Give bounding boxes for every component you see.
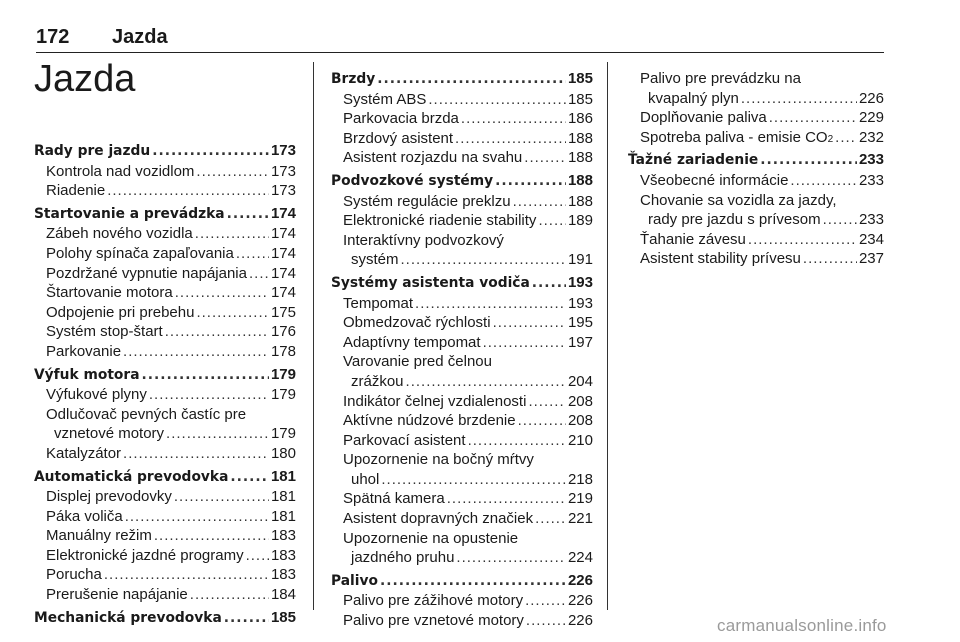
toc-entry-title: Palivo pre prevádzku na bbox=[640, 70, 801, 87]
toc-entry bbox=[331, 431, 593, 451]
toc-entry-title: Štartovanie motora bbox=[46, 284, 173, 302]
column-divider bbox=[607, 62, 608, 610]
toc-entry bbox=[331, 313, 593, 333]
dot-leader bbox=[152, 142, 269, 162]
toc-entry bbox=[331, 192, 593, 212]
toc-page-number: 185 bbox=[567, 70, 593, 87]
toc-section-heading bbox=[34, 141, 296, 162]
toc-entry-title: Výfuk motora bbox=[34, 366, 140, 383]
toc-page-number: 174 bbox=[270, 264, 296, 282]
toc-page-number: 174 bbox=[270, 225, 296, 243]
toc-entry-title: Výfukové plyny bbox=[46, 386, 147, 404]
toc-page-number: 184 bbox=[270, 586, 296, 604]
toc-entry bbox=[34, 385, 296, 405]
toc-entry-title: Ťahanie závesu bbox=[640, 230, 746, 248]
toc-section-heading bbox=[331, 69, 593, 90]
dot-leader bbox=[803, 249, 857, 269]
toc-entry-title: Doplňovanie paliva bbox=[640, 109, 767, 127]
toc-entry-title: Asistent dopravných značiek bbox=[343, 510, 534, 528]
dot-leader bbox=[166, 424, 269, 444]
toc-entry bbox=[34, 181, 296, 201]
dot-leader bbox=[525, 591, 566, 611]
dot-leader bbox=[741, 89, 857, 109]
dot-leader bbox=[227, 205, 269, 225]
toc-page-number: 224 bbox=[567, 549, 593, 567]
dot-leader bbox=[401, 250, 566, 270]
toc-entry-title: rady pre jazdu s prívesom bbox=[648, 211, 821, 229]
toc-page-number: 181 bbox=[270, 488, 296, 506]
dot-leader bbox=[513, 192, 566, 212]
toc-entry-title: Manuálny režim bbox=[46, 527, 152, 545]
toc-entry bbox=[628, 171, 884, 191]
toc-page-number: 180 bbox=[270, 444, 296, 462]
toc-entry-title: zrážkou bbox=[351, 372, 404, 390]
toc-section-heading bbox=[34, 365, 296, 386]
toc-entry-title: Asistent stability prívesu bbox=[640, 250, 801, 268]
toc-entry bbox=[628, 230, 884, 250]
dot-leader bbox=[447, 489, 566, 509]
toc-entry bbox=[331, 129, 593, 149]
toc-entry bbox=[34, 546, 296, 566]
toc-page-number: 193 bbox=[567, 294, 593, 312]
toc-section-heading bbox=[331, 273, 593, 294]
dot-leader bbox=[493, 313, 566, 333]
page-header bbox=[36, 24, 884, 53]
toc-entry bbox=[331, 211, 593, 231]
toc-entry bbox=[34, 405, 296, 444]
toc-entry bbox=[34, 565, 296, 585]
toc-page-number: 226 bbox=[567, 571, 593, 589]
toc-entry-title: Brzdy bbox=[331, 71, 376, 87]
toc-page-number: 179 bbox=[270, 386, 296, 404]
toc-entry-title: Katalyzátor bbox=[46, 444, 122, 462]
toc-entry-title: Tempomat bbox=[343, 294, 414, 312]
toc-page-number: 183 bbox=[270, 546, 296, 564]
toc-page-number: 234 bbox=[858, 230, 884, 248]
toc-entry-title: Systémy asistenta vodiča bbox=[331, 274, 530, 291]
toc-entry-title: Zábeh nového vozidla bbox=[46, 225, 193, 243]
toc-entry-title: Indikátor čelnej vzdialenosti bbox=[343, 392, 527, 410]
dot-leader bbox=[149, 385, 269, 405]
toc-page-number: 226 bbox=[567, 592, 593, 610]
toc-entry-title: uhol bbox=[351, 470, 380, 488]
dot-leader bbox=[195, 224, 269, 244]
toc-entry bbox=[331, 392, 593, 412]
toc-entry bbox=[628, 191, 884, 230]
dot-leader bbox=[748, 230, 857, 250]
toc-entry-title: Riadenie bbox=[46, 182, 106, 200]
dot-leader bbox=[175, 283, 269, 303]
toc-page-number: 218 bbox=[567, 470, 593, 488]
dot-leader bbox=[381, 470, 566, 490]
dot-leader bbox=[174, 487, 269, 507]
toc-entry-title: Parkovací asistent bbox=[343, 431, 466, 449]
toc-entry-title: Asistent rozjazdu na svahu bbox=[343, 149, 523, 167]
toc-entry-title: Systém ABS bbox=[343, 90, 427, 108]
toc-entry bbox=[628, 108, 884, 128]
toc-page-number: 185 bbox=[567, 90, 593, 108]
dot-leader bbox=[524, 148, 566, 168]
toc-entry-title: Porucha bbox=[46, 566, 102, 584]
page-number: 172 bbox=[36, 26, 70, 48]
toc-entry bbox=[331, 148, 593, 168]
toc-entry-title: Páka voliča bbox=[46, 507, 123, 525]
toc-entry-title: kvapalný plyn bbox=[648, 89, 739, 107]
dot-leader bbox=[760, 151, 857, 171]
toc-page-number: 208 bbox=[567, 412, 593, 430]
toc-page-number: 173 bbox=[270, 142, 296, 159]
toc-entry-title: Varovanie pred čelnou bbox=[343, 353, 492, 371]
toc-entry-title: vznetové motory bbox=[54, 425, 165, 443]
header-section-title: Jazda bbox=[112, 26, 168, 48]
toc-entry bbox=[34, 303, 296, 323]
toc-section-heading bbox=[331, 571, 593, 592]
toc-entry bbox=[34, 585, 296, 605]
toc-entry bbox=[331, 509, 593, 529]
toc-entry-title: Ťažné zariadenie bbox=[628, 152, 759, 169]
toc-page-number: 233 bbox=[858, 211, 884, 229]
dot-leader bbox=[125, 507, 269, 527]
toc-page-number: 189 bbox=[567, 212, 593, 230]
toc-entry bbox=[331, 333, 593, 353]
toc-section-heading bbox=[34, 467, 296, 488]
toc-page-number: 188 bbox=[567, 171, 593, 189]
toc-entry-title: Upozornenie na bočný mŕtvy bbox=[343, 451, 534, 469]
toc-section-heading bbox=[34, 204, 296, 225]
toc-entry bbox=[331, 611, 593, 631]
toc-column-1 bbox=[34, 141, 296, 628]
dot-leader bbox=[123, 342, 269, 362]
toc-entry bbox=[331, 90, 593, 110]
toc-entry bbox=[34, 342, 296, 362]
toc-entry-title: Spätná kamera bbox=[343, 490, 445, 508]
toc-entry bbox=[34, 244, 296, 264]
toc-page-number: 178 bbox=[270, 342, 296, 360]
dot-leader bbox=[123, 444, 269, 464]
toc-page-number: 185 bbox=[270, 608, 296, 626]
dot-leader bbox=[406, 372, 566, 392]
dot-leader bbox=[246, 546, 269, 566]
toc-entry-title: Startovanie a prevádzka bbox=[34, 205, 225, 222]
toc-section-heading bbox=[628, 150, 884, 171]
toc-entry bbox=[331, 591, 593, 611]
toc-page-number: 183 bbox=[270, 527, 296, 545]
toc-page-number: 237 bbox=[858, 250, 884, 268]
toc-entry-title: Kontrola nad vozidlom bbox=[46, 162, 195, 180]
toc-entry-title: jazdného pruhu bbox=[351, 549, 455, 567]
toc-entry-title: Podvozkové systémy bbox=[331, 172, 494, 189]
chapter-title: Jazda bbox=[34, 58, 136, 100]
toc-page-number: 174 bbox=[270, 284, 296, 302]
dot-leader bbox=[104, 565, 269, 585]
toc-entry bbox=[331, 489, 593, 509]
toc-entry-title: Polohy spínača zapaľovania bbox=[46, 244, 234, 262]
toc-entry-title: Parkovacia brzda bbox=[343, 110, 459, 128]
dot-leader bbox=[823, 210, 857, 230]
dot-leader bbox=[526, 611, 566, 631]
toc-page-number: 232 bbox=[858, 128, 884, 146]
dot-leader bbox=[428, 90, 566, 110]
toc-entry-title: systém bbox=[351, 251, 399, 269]
toc-entry-title: Displej prevodovky bbox=[46, 488, 172, 506]
toc-entry-title: Interaktívny podvozkový bbox=[343, 231, 504, 249]
toc-entry-title: Odpojenie pri prebehu bbox=[46, 303, 195, 321]
dot-leader bbox=[769, 108, 857, 128]
toc-entry-title: Všeobecné informácie bbox=[640, 171, 789, 189]
dot-leader bbox=[380, 572, 566, 592]
toc-page-number: 204 bbox=[567, 372, 593, 390]
toc-entry-title: Rady pre jazdu bbox=[34, 143, 151, 159]
dot-leader bbox=[377, 70, 566, 90]
toc-entry bbox=[34, 162, 296, 182]
toc-page-number: 176 bbox=[270, 323, 296, 341]
toc-entry bbox=[34, 507, 296, 527]
toc-entry bbox=[34, 283, 296, 303]
toc-section-heading bbox=[34, 608, 296, 629]
toc-entry bbox=[331, 529, 593, 568]
watermark: carmanualsonline.info bbox=[717, 616, 887, 635]
toc-column-2 bbox=[331, 69, 593, 631]
toc-entry-title: Prerušenie napájanie bbox=[46, 586, 188, 604]
toc-page-number: 179 bbox=[270, 365, 296, 383]
toc-entry bbox=[34, 322, 296, 342]
toc-page-number: 195 bbox=[567, 314, 593, 332]
dot-leader bbox=[835, 128, 857, 148]
dot-leader bbox=[483, 333, 566, 353]
toc-entry bbox=[331, 450, 593, 489]
toc-page-number: 173 bbox=[270, 162, 296, 180]
toc-entry-title: Odlučovač pevných častíc pre bbox=[46, 405, 247, 423]
toc-page-number: 229 bbox=[858, 109, 884, 127]
toc-entry-title: Aktívne núdzové brzdenie bbox=[343, 412, 516, 430]
toc-page-number: 233 bbox=[858, 151, 884, 169]
toc-page-number: 210 bbox=[567, 431, 593, 449]
toc-page-number: 191 bbox=[567, 251, 593, 269]
dot-leader bbox=[196, 162, 269, 182]
toc-page-number: 175 bbox=[270, 303, 296, 321]
toc-page-number: 188 bbox=[567, 149, 593, 167]
toc-entry bbox=[34, 444, 296, 464]
toc-section-heading bbox=[331, 171, 593, 192]
toc-entry-title: Spotreba paliva - emisie CO bbox=[640, 128, 828, 146]
dot-leader bbox=[224, 609, 269, 629]
toc-entry-title: Adaptívny tempomat bbox=[343, 333, 481, 351]
toc-entry-title: Systém regulácie preklzu bbox=[343, 192, 511, 210]
dot-leader bbox=[535, 509, 566, 529]
toc-entry bbox=[331, 231, 593, 270]
toc-entry-title: Upozornenie na opustenie bbox=[343, 529, 519, 547]
toc-entry bbox=[331, 352, 593, 391]
dot-leader bbox=[236, 244, 269, 264]
toc-page-number: 183 bbox=[270, 566, 296, 584]
toc-page-number: 188 bbox=[567, 129, 593, 147]
toc-entry-title: Parkovanie bbox=[46, 342, 122, 360]
dot-leader bbox=[415, 294, 566, 314]
dot-leader bbox=[165, 322, 269, 342]
toc-page-number: 181 bbox=[270, 507, 296, 525]
toc-entry-title: Elektronické riadenie stability bbox=[343, 212, 537, 230]
toc-page-number: 174 bbox=[270, 244, 296, 262]
dot-leader bbox=[249, 264, 269, 284]
toc-entry bbox=[628, 69, 884, 108]
toc-entry bbox=[331, 411, 593, 431]
toc-page-number: 174 bbox=[270, 204, 296, 222]
toc-entry-title: Palivo pre zážihové motory bbox=[343, 592, 524, 610]
toc-entry-title: Chovanie sa vozidla za jazdy, bbox=[640, 191, 837, 209]
toc-page-number: 179 bbox=[270, 425, 296, 443]
dot-leader bbox=[538, 211, 566, 231]
toc-entry bbox=[331, 109, 593, 129]
toc-page-number: 226 bbox=[858, 89, 884, 107]
toc-entry-title: Obmedzovač rýchlosti bbox=[343, 314, 491, 332]
dot-leader bbox=[495, 172, 566, 192]
toc-entry-title: Brzdový asistent bbox=[343, 129, 454, 147]
toc-page-number: 226 bbox=[567, 612, 593, 630]
toc-entry-title: Mechanická prevodovka bbox=[34, 609, 222, 626]
toc-entry bbox=[34, 264, 296, 284]
toc-entry bbox=[331, 294, 593, 314]
dot-leader bbox=[154, 526, 269, 546]
toc-entry-title: Pozdržané vypnutie napájania bbox=[46, 264, 247, 282]
toc-page-number: 181 bbox=[270, 467, 296, 485]
toc-page-number: 208 bbox=[567, 392, 593, 410]
dot-leader bbox=[528, 392, 566, 412]
toc-entry: Spotreba paliva - emisie CO 2 ..... 232 bbox=[628, 128, 884, 148]
dot-leader bbox=[790, 171, 857, 191]
column-divider bbox=[313, 62, 314, 610]
toc-page-number: 173 bbox=[270, 182, 296, 200]
toc-entry bbox=[34, 224, 296, 244]
dot-leader bbox=[456, 548, 566, 568]
toc-page-number: 233 bbox=[858, 171, 884, 189]
toc-entry-title: Automatická prevodovka bbox=[34, 468, 229, 485]
dot-leader bbox=[468, 431, 566, 451]
dot-leader bbox=[142, 366, 269, 386]
dot-leader bbox=[196, 303, 269, 323]
toc-page-number: 219 bbox=[567, 490, 593, 508]
dot-leader bbox=[455, 129, 566, 149]
toc-entry-title: Palivo pre vznetové motory bbox=[343, 612, 524, 630]
toc-entry bbox=[34, 487, 296, 507]
dot-leader bbox=[107, 181, 269, 201]
dot-leader bbox=[518, 411, 566, 431]
dot-leader bbox=[230, 468, 269, 488]
toc-page-number: 193 bbox=[567, 273, 593, 291]
toc-entry bbox=[34, 526, 296, 546]
dot-leader bbox=[190, 585, 269, 605]
dot-leader bbox=[532, 274, 566, 294]
toc-entry-title: Systém stop-štart bbox=[46, 323, 163, 341]
toc-page-number: 188 bbox=[567, 192, 593, 210]
dot-leader bbox=[461, 109, 566, 129]
toc-page-number: 221 bbox=[567, 510, 593, 528]
toc-entry bbox=[628, 249, 884, 269]
toc-entry-title: Elektronické jazdné programy bbox=[46, 546, 244, 564]
toc-column-3 bbox=[628, 69, 884, 269]
toc-page-number: 186 bbox=[567, 110, 593, 128]
toc-page-number: 197 bbox=[567, 333, 593, 351]
toc-entry-title: Palivo bbox=[331, 572, 378, 589]
